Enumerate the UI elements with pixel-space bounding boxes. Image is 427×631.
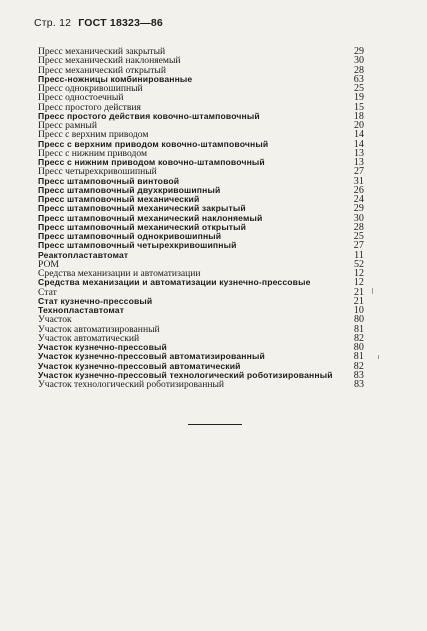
index-page-number: 30 bbox=[354, 55, 364, 67]
index-term: Участок технологический роботизированный bbox=[38, 380, 225, 390]
index-entry bbox=[38, 75, 364, 84]
index-page-number: 28 bbox=[353, 221, 364, 233]
index-term: Пресс механический открытый bbox=[38, 65, 166, 75]
index-entry bbox=[38, 297, 364, 306]
index-page-number: 80 bbox=[353, 342, 364, 353]
index-page-number: 83 bbox=[354, 379, 364, 390]
index-page-number: 24 bbox=[353, 194, 364, 205]
index-page-number: 27 bbox=[354, 166, 364, 178]
index-entry bbox=[38, 241, 364, 250]
index-page-number: 25 bbox=[353, 231, 364, 242]
index-term: Участок кузнечно-прессовый автоматизированный bbox=[38, 352, 265, 362]
index-term: Участок кузнечно-прессовый bbox=[38, 343, 167, 352]
index-term: Пресс штамповочный четырехкривошипный bbox=[38, 241, 237, 251]
index-page-number: 83 bbox=[353, 369, 364, 381]
index-entry bbox=[38, 334, 364, 343]
closing-rule bbox=[188, 424, 242, 425]
index-page-number: 14 bbox=[353, 138, 364, 150]
scan-speck bbox=[372, 288, 373, 294]
index-entry bbox=[38, 121, 364, 130]
index-entry bbox=[38, 315, 364, 324]
index-entry bbox=[38, 56, 364, 65]
index-entry bbox=[38, 288, 364, 297]
index-term: Пресс с верхним приводом bbox=[38, 130, 149, 140]
index-page-number: 31 bbox=[353, 175, 364, 187]
index-page-number: 14 bbox=[354, 129, 364, 141]
index-term: Средства механизации и автоматизации bbox=[38, 269, 201, 279]
index-entry bbox=[38, 66, 364, 75]
index-page-number: 18 bbox=[353, 110, 364, 122]
index-page-number: 19 bbox=[354, 92, 364, 104]
index-page-number: 27 bbox=[353, 240, 364, 252]
index-entry bbox=[38, 167, 364, 176]
index-term: Пресс штамповочный двухкривошипный bbox=[38, 185, 221, 195]
index-term: Пресс штамповочный однокривошипный bbox=[38, 232, 222, 241]
index-term: Пресс штамповочный механический bbox=[38, 195, 200, 204]
index-page-number: 21 bbox=[354, 286, 364, 298]
index-entry bbox=[38, 195, 364, 204]
index-entry bbox=[38, 84, 364, 93]
index-page-number: 10 bbox=[353, 305, 364, 316]
index-entry bbox=[38, 371, 364, 380]
index-page-number: 80 bbox=[354, 314, 364, 326]
index-term: Реактопластавтомат bbox=[38, 250, 129, 260]
index-page-number: 26 bbox=[353, 184, 364, 196]
index-entry bbox=[38, 223, 364, 232]
alphabetical-index bbox=[38, 47, 364, 389]
index-page-number: 52 bbox=[354, 258, 364, 270]
index-entry bbox=[38, 177, 364, 186]
index-term: Стат кузнечно-прессовый bbox=[38, 296, 153, 306]
index-term: Пресс с нижним приводом ковочно-штамповочный bbox=[38, 158, 265, 167]
index-term: Пресс штамповочный винтовой bbox=[38, 176, 180, 186]
scan-speck bbox=[378, 355, 379, 359]
index-entry bbox=[38, 306, 364, 315]
page-header bbox=[34, 17, 163, 29]
index-entry bbox=[38, 260, 364, 269]
index-term: Пресс штамповочный механический закрытый bbox=[38, 204, 246, 214]
index-page-number: 13 bbox=[354, 147, 364, 159]
index-page-number: 11 bbox=[354, 249, 364, 261]
index-page-number: 28 bbox=[354, 64, 364, 76]
index-entry bbox=[38, 112, 364, 121]
index-term: Пресс с верхним приводом ковочно-штамповочный bbox=[38, 139, 269, 149]
index-page-number: 29 bbox=[353, 203, 364, 215]
index-page-number: 25 bbox=[354, 83, 364, 94]
index-term: Стат bbox=[38, 287, 57, 297]
index-term: Участок bbox=[38, 315, 72, 325]
index-page-number: 20 bbox=[354, 120, 364, 131]
index-entry bbox=[38, 352, 364, 361]
index-term: Пресс простого действия ковочно-штамповочный bbox=[38, 111, 260, 121]
standard-code: ГОСТ 18323—86 bbox=[78, 17, 163, 29]
index-term: Пресс однокривошипный bbox=[38, 84, 143, 94]
index-term: Участок кузнечно-прессовый технологический роботизированный bbox=[38, 370, 333, 380]
index-page-number: 13 bbox=[353, 157, 364, 168]
index-entry bbox=[38, 204, 364, 213]
index-term: Пресс-ножницы комбинированные bbox=[38, 74, 193, 84]
index-term: Технопластавтомат bbox=[38, 306, 125, 315]
index-term: Пресс механический закрытый bbox=[38, 47, 166, 57]
index-entry bbox=[38, 232, 364, 241]
index-entry bbox=[38, 140, 364, 149]
index-entry bbox=[38, 251, 364, 260]
index-entry bbox=[38, 186, 364, 195]
index-term: Участок кузнечно-прессовый автоматический bbox=[38, 361, 241, 371]
index-page-number: 63 bbox=[353, 73, 364, 85]
index-term: Пресс штамповочный механический наклоняемый bbox=[38, 213, 263, 223]
index-page-number: 12 bbox=[353, 277, 364, 289]
index-page-number: 81 bbox=[353, 351, 364, 363]
index-term: Участок автоматизированный bbox=[38, 324, 160, 334]
index-term: Пресс штамповочный механический открытый bbox=[38, 222, 247, 232]
index-page-number: 21 bbox=[353, 295, 364, 307]
index-entry bbox=[38, 325, 364, 334]
page-number: Стр. 12 bbox=[34, 17, 72, 29]
index-term: Участок автоматический bbox=[38, 333, 140, 343]
index-term: РОМ bbox=[38, 259, 59, 269]
index-page-number: 29 bbox=[354, 46, 364, 57]
index-page-number: 12 bbox=[354, 268, 364, 279]
index-term: Пресс четырехкривошипный bbox=[38, 167, 157, 177]
index-entry bbox=[38, 380, 364, 389]
index-page-number: 82 bbox=[354, 332, 364, 344]
index-entry bbox=[38, 214, 364, 223]
index-page-number: 82 bbox=[353, 360, 364, 372]
index-entry bbox=[38, 278, 364, 287]
index-page-number: 30 bbox=[353, 212, 364, 224]
index-term: Пресс рамный bbox=[38, 121, 97, 131]
index-page-number: 81 bbox=[354, 323, 364, 335]
index-term: Пресс с нижним приводом bbox=[38, 148, 148, 158]
index-entry bbox=[38, 103, 364, 112]
index-term: Пресс простого действия bbox=[38, 102, 141, 112]
index-entry bbox=[38, 47, 364, 56]
index-entry bbox=[38, 93, 364, 102]
index-term: Пресс одностоечный bbox=[38, 93, 124, 103]
index-entry bbox=[38, 343, 364, 352]
index-term: Пресс механический наклоняемый bbox=[38, 56, 181, 66]
index-term: Средства механизации и автоматизации кузнечно-прессовые bbox=[38, 278, 311, 288]
index-entry bbox=[38, 362, 364, 371]
index-entry bbox=[38, 269, 364, 278]
index-entry bbox=[38, 158, 364, 167]
index-entry bbox=[38, 130, 364, 139]
index-entry bbox=[38, 149, 364, 158]
index-page-number: 15 bbox=[354, 101, 364, 113]
